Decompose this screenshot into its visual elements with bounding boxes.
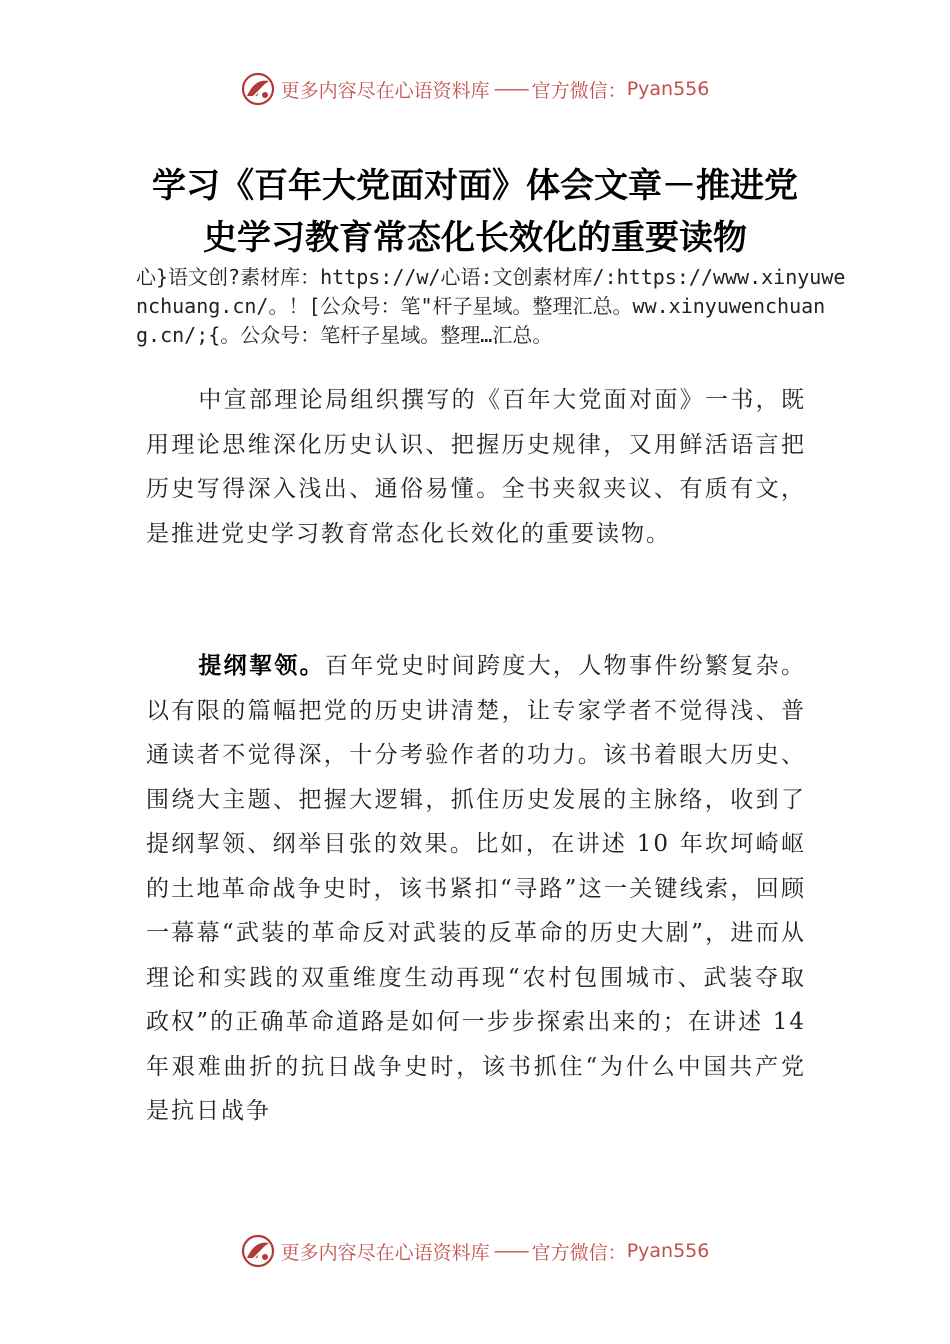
banner-text: 更多内容尽在心语资料库 [280, 1241, 490, 1264]
wechat-id: Pyan556 [626, 78, 710, 100]
source-note: 心}语文创?素材库：https://w/心语:文创素材库/:https://www.xinyuwenchuang.cn/。！[公众号：笔"杆子星域。整理汇总。ww.xinyuwenchuang.cn/;{。公众号：笔杆子星域。整理…汇总。 [136, 265, 846, 347]
title-line-2: 史学习教育常态化长效化的重要读物 [203, 218, 747, 258]
paragraph-outline [146, 644, 806, 1134]
paragraph-outline-text: 百年党史时间跨度大，人物事件纷繁复杂。以有限的篇幅把党的历史讲清楚，让专家学者不觉得浅、普通读者不觉得深，十分考验作者的功力。该书着眼大历史、围绕大主题、把握大逻辑，抓住历史发展的主脉络，收到了提纲挈领、纲举目张的效果。比如，在讲述 10 年坎坷崎岖的土地革命战争史时，该书紧扣“寻路”这一关键线索，回顾一幕幕“武装的革命反对武装的反革命的历史大剧”，进而从理论和实践的双重维度生动再现“农村包围城市、武装夺取政权”的正确革命道路是如何一步步探索出来的；在讲述 14 年艰难曲折的抗日战争史时，该书抓住“为什么中国共产党是抗日战争 [146, 653, 807, 1124]
banner-separator: —— [493, 78, 528, 100]
document-title [60, 160, 890, 264]
wechat-label: 官方微信： [531, 1241, 627, 1264]
title-line-1: 学习《百年大党面对面》体会文章－推进党 [152, 166, 798, 206]
wechat-id: Pyan556 [626, 1240, 710, 1262]
header-banner [0, 72, 950, 106]
paragraph-intro-text: 中宣部理论局组织撰写的《百年大党面对面》一书，既用理论思维深化历史认识、把握历史规律，又用鲜活语言把历史写得深入浅出、通俗易懂。全书夹叙夹议、有质有文，是推进党史学习教育常态化长效化的重要读物。 [146, 387, 806, 547]
paragraph-intro [146, 378, 806, 556]
brand-logo-icon [241, 72, 275, 106]
brand-logo-icon [241, 1234, 275, 1268]
wechat-label: 官方微信： [531, 79, 627, 102]
banner-text: 更多内容尽在心语资料库 [280, 79, 490, 102]
banner-separator: —— [493, 1240, 528, 1262]
footer-banner [0, 1234, 950, 1268]
paragraph-lead: 提纲挈领。 [198, 653, 325, 679]
